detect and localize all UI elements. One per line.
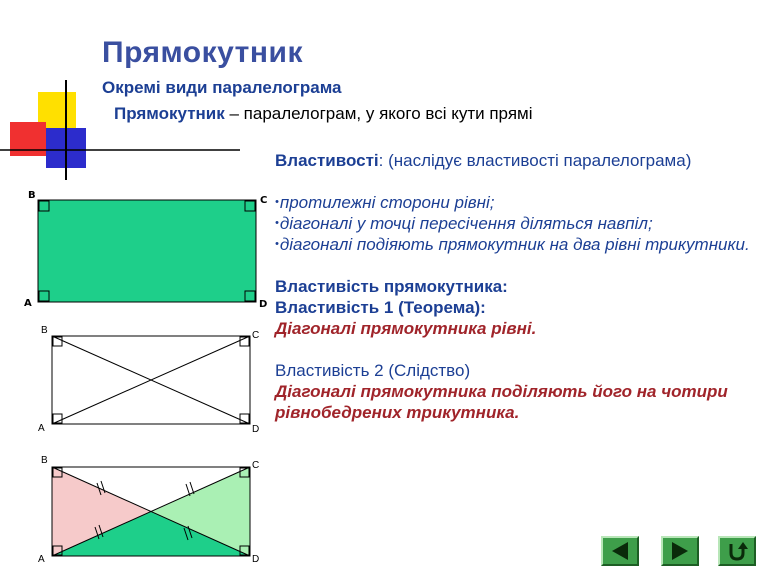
arrow-left-icon <box>603 538 637 564</box>
properties-heading: Властивості <box>275 151 379 170</box>
property-item: • протилежні сторони рівні; <box>275 192 765 213</box>
page-title: Прямокутник <box>102 36 303 69</box>
next-slide-button[interactable] <box>661 536 699 566</box>
properties-text <box>275 150 765 423</box>
subtitle: Окремі види паралелограма <box>102 78 342 97</box>
vertex-label-d: D <box>252 424 260 435</box>
theorem-text: Діагоналі прямокутника рівні. <box>275 319 537 338</box>
properties-heading-line <box>275 150 765 171</box>
prev-slide-button[interactable] <box>601 536 639 566</box>
theorem-label: Властивість 1 (Теорема): <box>275 298 486 317</box>
vertex-label-d: D <box>259 299 268 310</box>
vertex-label-b: B <box>41 325 48 336</box>
properties-heading-rest: : (наслідує властивості паралелограма) <box>378 151 692 170</box>
vertex-label-b: B <box>41 455 48 466</box>
vertex-label-a: A <box>38 554 45 565</box>
property-item: • діагоналі у точці пересічення діляться навпіл; <box>275 213 765 234</box>
arrow-right-icon <box>663 538 697 564</box>
definition-text: – паралелограм, у якого всі кути прямі <box>224 104 533 123</box>
rectangle-figure-triangles <box>0 0 270 570</box>
corollary-label: Властивість 2 (Слідство) <box>275 361 471 380</box>
definition-term: Прямокутник <box>114 104 225 123</box>
vertex-label-c: C <box>252 330 260 341</box>
rect-property-heading: Властивість прямокутника: <box>275 277 508 296</box>
vertex-label-c: C <box>252 460 260 471</box>
return-icon <box>720 538 754 564</box>
vertex-label-a: A <box>24 298 32 309</box>
property-item: • діагоналі подіяють прямокутник на два рівні трикутники. <box>275 234 765 255</box>
vertex-label-b: B <box>28 190 36 201</box>
vertex-label-c: C <box>260 195 268 206</box>
vertex-label-a: A <box>38 423 45 434</box>
return-button[interactable] <box>718 536 756 566</box>
corollary-text: Діагоналі прямокутника поділяють його на чотири рівнобедрених трикутника. <box>275 382 728 422</box>
vertex-label-d: D <box>252 554 260 565</box>
